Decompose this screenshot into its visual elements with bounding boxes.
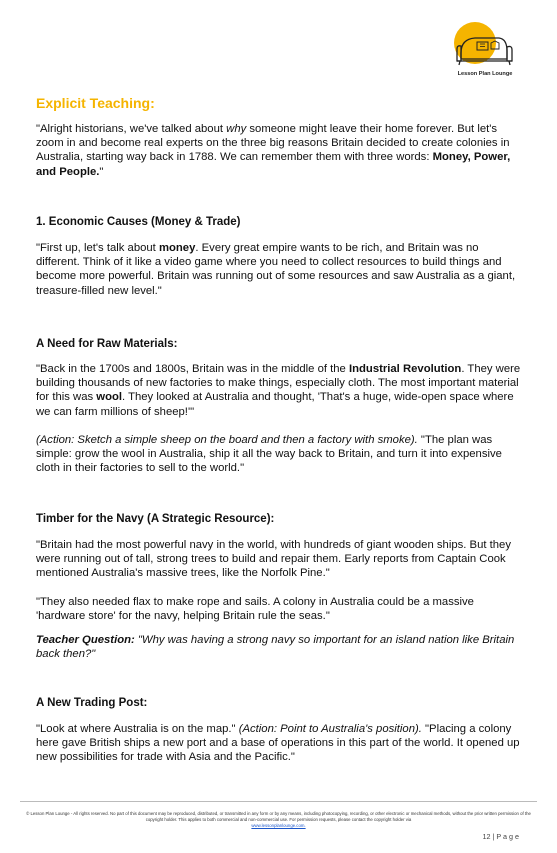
section-heading-explicit-teaching: Explicit Teaching: [36, 95, 155, 111]
lesson-plan-lounge-logo [451, 19, 519, 77]
heading-economic-causes: 1. Economic Causes (Money & Trade) [36, 216, 241, 228]
action-note: (Action: Sketch a simple sheep on the board and then a factory with smoke). [36, 434, 418, 446]
intro-paragraph: "Alright historians, we've talked about why someone might leave their home forever. But let's zoom in and become real experts on the three big reasons Britain decided to create colonies in Australia, starting way back in 1788. We can remember them with three words: Money, Power, and People." [36, 123, 511, 178]
trading-post-paragraph: "Look at where Australia is on the map." (Action: Point to Australia's position). "Placing a colony here gave British ships a new port and a base of operations in this part of the world. It opened up new possibilities for trade with Asia and the Pacific." [36, 723, 520, 764]
timber-paragraph-2: "They also needed flax to make rope and sails. A colony in Australia could be a massive 'hardware store' for the navy, helping Britain rule the seas." [36, 596, 474, 623]
heading-trading-post: A New Trading Post: [36, 697, 148, 709]
economic-causes-paragraph: "First up, let's talk about money. Every great empire wants to be rich, and Britain was no different. Think of it like a video game where you need to collect resources to build things and become more powerful. Britain was running out of some resources and saw Australia as a giant, treasure-filled new level." [36, 242, 516, 297]
website-link[interactable]: www.lessonplanlounge.com. [251, 823, 306, 828]
heading-raw-materials: A Need for Raw Materials: [36, 338, 178, 350]
copyright-footer: © Lesson Plan Lounge - All rights reserved. No part of this document may be reproduced, distributed, or transmitted in any form or by any means, including photocopying, recording, or other electronic or mechanical methods, without the prior written permission of the copyright holder. This applies to both commercial and non-commercial use. For permission requests, please contact the copyright holder via www.lessonplanlounge.com. [20, 801, 537, 829]
raw-materials-paragraph: "Back in the 1700s and 1800s, Britain was in the middle of the Industrial Revolution. They were building thousands of new factories to make things, especially cloth. The most important material for this was wool. They looked at Australia and thought, 'That's a huge, wide-open space where we can farm millions of sheep!'" [36, 363, 521, 418]
timber-paragraph-1: "Britain had the most powerful navy in the world, with hundreds of giant wooden ships. But they were running out of tall, strong trees to build and repair them. Early reports from Captain Cook mentioned Australia's massive trees, like the Norfolk Pine." [36, 539, 511, 580]
page-number: 12 | P a g e [482, 832, 519, 841]
raw-materials-action-paragraph: (Action: Sketch a simple sheep on the board and then a factory with smoke). "The plan was simple: grow the wool in Australia, ship it all the way back to Britain, and turn it into expensive cloth in their factories to sell to the world." [36, 434, 502, 475]
teacher-question: Teacher Question: "Why was having a strong navy so important for an island nation like Britain back then?" [36, 634, 515, 661]
heading-timber-navy: Timber for the Navy (A Strategic Resource): [36, 513, 275, 525]
logo-name: Lesson Plan Lounge [457, 71, 513, 77]
